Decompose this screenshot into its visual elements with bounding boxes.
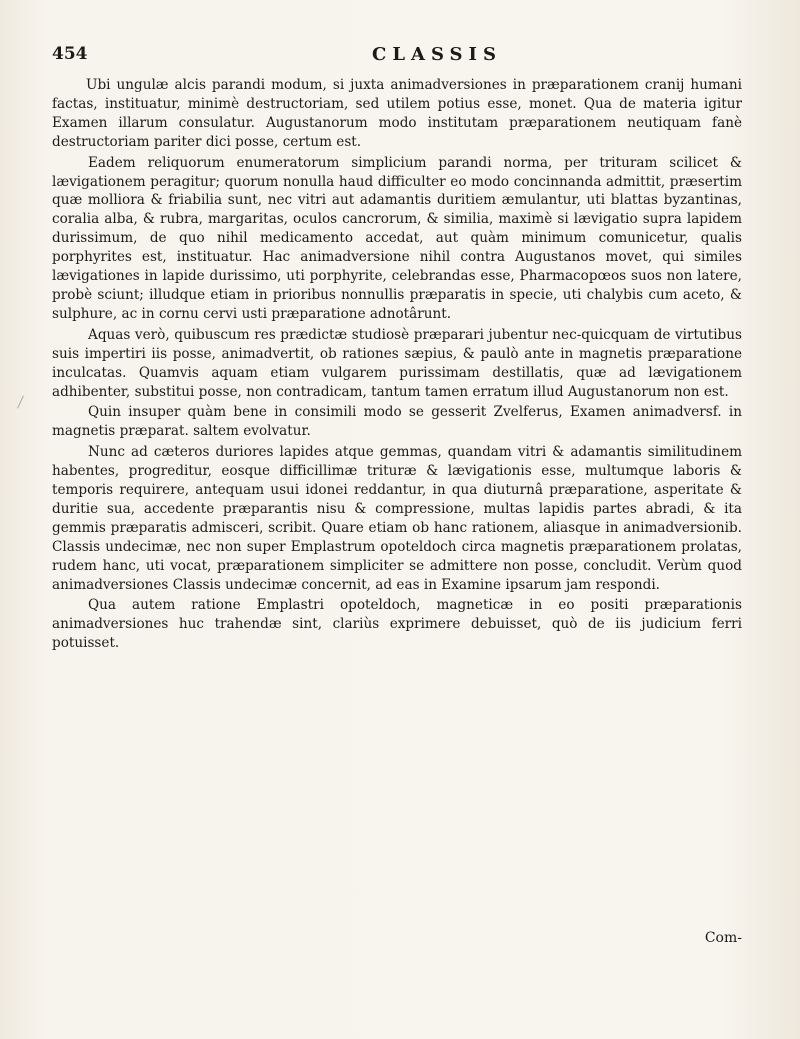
running-head: CLASSIS <box>372 44 502 65</box>
paragraph-5: Nunc ad cæteros duriores lapides atque gemmas, quandam vitri & adamantis similitudinem habentes, progreditur, eosque difficillimæ trituræ & lævigationis esse, multumque laboris & temporis requirere, antequam usui idonei reddantur, in qua diuturnâ præparatione, asperitate & duritie sua, accedente præparantis nisu & compressione, multas lapidis partes abradi, & ita gemmis præparatis admisceri, scribit. Quare etiam ob hanc rationem, aliasque in animadversionib. Classis undecimæ, nec non super Emplastrum opoteldoch circa magnetis præparationem prolatas, rudem hanc, uti vocat, præparationem simpliciter se admittere non posse, concludit. Verùm quod animadversiones Classis undecimæ concernit, ad eas in Examine ipsarum jam respondi. <box>52 444 742 593</box>
paragraph-6: Qua autem ratione Emplastri opoteldoch, magneticæ in eo positi præparationis animadversiones huc trahendæ sint, clariùs exprimere debuisset, quò de iis judicium ferri potuisset. <box>52 597 742 652</box>
paragraph-4: Quin insuper quàm bene in consimili modo se gesserit Zvelferus, Examen animadversf. in magnetis præparat. saltem evolvatur. <box>52 404 742 440</box>
body-text <box>52 76 742 655</box>
page-header <box>52 44 742 68</box>
paragraph-3: Aquas verò, quibuscum res prædictæ studiosè præparari jubentur nec-quicquam de virtutibus suis impertiri iis posse, animadvertit, ob rationes sæpius, & paulò ante in magnetis præparatione inculcatas. Quamvis aquam etiam vulgarem purissimam destillatis, quæ ad lævigationem adhibenter, substitui posse, non contradicam, tantum tamen erratum illud Augustanorum non est. <box>52 326 742 400</box>
page-edge-mark <box>17 395 24 408</box>
paragraph-1: Ubi ungulæ alcis parandi modum, si juxta animadversiones in præparationem cranij humani factas, instituatur, minimè destructoriam, sed utilem potius esse, monet. Qua de materia igitur Examen illarum consulatur. Augustanorum modo institutam præparationem neutiquam fanè destructoriam pariter dici posse, certum est. <box>52 77 742 150</box>
paragraph-2: Eadem reliquorum enumeratorum simplicium parandi norma, per trituram scilicet & lævigationem peragitur; quorum nonulla haud difficulter eo modo concinnanda admittit, præsertim quæ molliora & friabilia sunt, nec vitri aut adamantis duritiem æmulantur, uti blattas byzantinas, coralia alba, & rubra, margaritas, oculos cancrorum, & similia, maximè si lævigatio supra lapidem durissimum, de quo nihil medicamento accedat, aut quàm minimum comunicetur, qualis porphyrites est, instituatur. Hac animadversione nihil contra Augustanos movet, qui similes lævigationes in lapide durissimo, uti porphyrite, celebrandas esse, Pharmacopœos suos non latere, probè sciunt; illudque etiam in prioribus nonnullis præparatis in specie, uti chalybis cum aceto, & sulphure, ac in cornu cervi usti præparatione adnotârunt. <box>52 154 742 322</box>
page-number: 454 <box>52 44 88 64</box>
catchword: Com- <box>704 930 742 946</box>
